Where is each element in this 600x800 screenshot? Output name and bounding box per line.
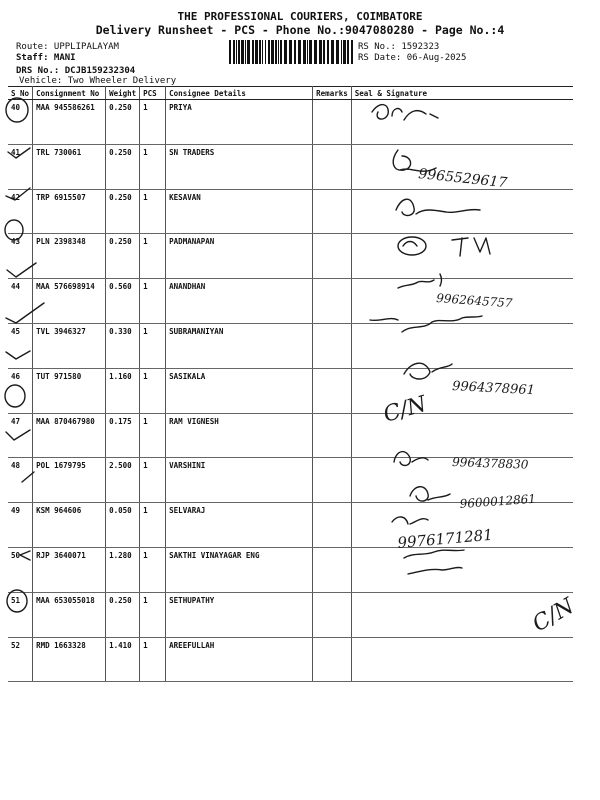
row-weight: 1.160 [106, 368, 140, 413]
handwritten-phone-41: 9965529617 [417, 166, 508, 192]
col-header-sno: S No [8, 87, 33, 100]
row-consignee: SN TRADERS [166, 144, 313, 189]
col-header-pcs: PCS [140, 87, 166, 100]
row-consignee: PRIYA [166, 100, 313, 145]
table-row [8, 458, 573, 503]
row-consignment: TRL 730061 [33, 144, 106, 189]
row-signature [351, 100, 573, 145]
handwritten-phone-50b: 9976171281 [396, 525, 494, 552]
col-header-weight: Weight [106, 87, 140, 100]
row-pcs: 1 [140, 279, 166, 324]
row-signature [351, 413, 573, 458]
row-signature [351, 189, 573, 234]
row-remarks [313, 234, 352, 279]
row-pcs: 1 [140, 458, 166, 503]
row-sno: 42 [8, 189, 33, 234]
row-consignment: PLN 2398348 [33, 234, 106, 279]
table-row [8, 592, 573, 637]
row-consignment: TRP 6915507 [33, 189, 106, 234]
row-signature [351, 234, 573, 279]
row-weight: 2.500 [106, 458, 140, 503]
row-remarks [313, 547, 352, 592]
rs-number: RS No.: 1592323 [358, 42, 440, 52]
row-remarks [313, 144, 352, 189]
vehicle-label: Vehicle: Two Wheeler Delivery [19, 76, 177, 86]
row-sno: 51 [8, 592, 33, 637]
table-row [8, 323, 573, 368]
row-consignee: KESAVAN [166, 189, 313, 234]
row-pcs: 1 [140, 144, 166, 189]
row-consignment: MAA 870467980 [33, 413, 106, 458]
rs-date: RS Date: 06-Aug-2025 [358, 53, 467, 63]
row-signature [351, 592, 573, 637]
row-signature [351, 458, 573, 503]
row-sno: 47 [8, 413, 33, 458]
handwritten-note-47: C/N [380, 391, 430, 428]
route-label: Route: UPPLIPALAYAM [16, 42, 119, 52]
row-pcs: 1 [140, 189, 166, 234]
row-remarks [313, 413, 352, 458]
row-consignee: SAKTHI VINAYAGAR ENG [166, 547, 313, 592]
row-remarks [313, 503, 352, 548]
row-weight: 0.050 [106, 503, 140, 548]
row-consignee: VARSHINI [166, 458, 313, 503]
table-row [8, 413, 573, 458]
row-sno: 41 [8, 144, 33, 189]
row-pcs: 1 [140, 413, 166, 458]
row-pcs: 1 [140, 637, 166, 682]
table-row [8, 234, 573, 279]
row-weight: 0.250 [106, 234, 140, 279]
row-consignment: RMD 1663328 [33, 637, 106, 682]
row-sno: 45 [8, 323, 33, 368]
row-weight: 1.410 [106, 637, 140, 682]
handwritten-note-52: C/N [528, 593, 579, 638]
row-remarks [313, 637, 352, 682]
table-row [8, 100, 573, 145]
row-sno: 44 [8, 279, 33, 324]
row-signature [351, 503, 573, 548]
row-consignee: PADMANAPAN [166, 234, 313, 279]
row-sno: 43 [8, 234, 33, 279]
row-sno: 40 [8, 100, 33, 145]
row-remarks [313, 592, 352, 637]
staff-label: Staff: MANI [16, 53, 76, 63]
row-signature [351, 547, 573, 592]
handwritten-phone-44: 9962645757 [435, 291, 513, 311]
col-header-consignee: Consignee Details [166, 87, 313, 100]
row-consignment: POL 1679795 [33, 458, 106, 503]
row-consignee: ANANDHAN [166, 279, 313, 324]
row-consignee: SETHUPATHY [166, 592, 313, 637]
row-remarks [313, 279, 352, 324]
row-remarks [313, 189, 352, 234]
runsheet-title: Delivery Runsheet - PCS - Phone No.:9047080280 - Page No.:4 [95, 23, 505, 37]
row-pcs: 1 [140, 323, 166, 368]
row-signature [351, 279, 573, 324]
row-remarks [313, 458, 352, 503]
table-row [8, 637, 573, 682]
table-header-row [8, 87, 573, 100]
row-signature [351, 144, 573, 192]
table-row [8, 503, 573, 548]
row-consignment: RJP 3640071 [33, 547, 106, 592]
row-weight: 0.250 [106, 592, 140, 637]
row-consignee: SASIKALA [166, 368, 313, 413]
row-remarks [313, 323, 352, 368]
row-pcs: 1 [140, 547, 166, 592]
row-sno: 48 [8, 458, 33, 503]
row-sno: 50 [8, 547, 33, 592]
table-row [8, 279, 573, 324]
table-row [8, 547, 573, 592]
row-weight: 0.250 [106, 100, 140, 145]
row-consignment: TVL 3946327 [33, 323, 106, 368]
table-row [8, 189, 573, 234]
row-remarks [313, 368, 352, 413]
row-signature [351, 637, 573, 682]
row-pcs: 1 [140, 100, 166, 145]
row-consignee: AREEFULLAH [166, 637, 313, 682]
row-consignee: SUBRAMANIYAN [166, 323, 313, 368]
row-remarks [313, 100, 352, 145]
row-consignee: RAM VIGNESH [166, 413, 313, 458]
row-weight: 0.560 [106, 279, 140, 324]
handwritten-phone-46: 9964378961 [451, 379, 536, 399]
col-header-consignment: Consignment No [33, 87, 106, 100]
handwritten-phone-50a: 9600012861 [459, 491, 537, 511]
row-consignment: MAA 945586261 [33, 100, 106, 145]
table-row [8, 368, 573, 413]
runsheet-table [8, 86, 573, 682]
drs-number: DRS No.: DCJB159232304 [16, 66, 136, 76]
row-consignment: MAA 576698914 [33, 279, 106, 324]
row-signature [351, 323, 573, 368]
row-consignment: MAA 653055018 [33, 592, 106, 637]
row-consignee: SELVARAJ [166, 503, 313, 548]
row-weight: 0.330 [106, 323, 140, 368]
row-sno: 46 [8, 368, 33, 413]
handwritten-phone-49: 9964378830 [451, 455, 529, 472]
row-weight: 0.175 [106, 413, 140, 458]
row-weight: 0.250 [106, 144, 140, 189]
col-header-remarks: Remarks [313, 87, 352, 100]
company-name: THE PROFESSIONAL COURIERS, COIMBATORE [177, 10, 423, 23]
col-header-signature: Seal & Signature [351, 87, 573, 100]
barcode-image [228, 40, 354, 64]
row-pcs: 1 [140, 234, 166, 279]
row-consignment: TUT 971580 [33, 368, 106, 413]
row-pcs: 1 [140, 368, 166, 413]
row-consignment: KSM 964606 [33, 503, 106, 548]
row-pcs: 1 [140, 503, 166, 548]
row-sno: 52 [8, 637, 33, 682]
row-weight: 0.250 [106, 189, 140, 234]
row-pcs: 1 [140, 592, 166, 637]
row-sno: 49 [8, 503, 33, 548]
row-weight: 1.280 [106, 547, 140, 592]
table-row [8, 144, 573, 189]
row-signature [351, 368, 573, 413]
